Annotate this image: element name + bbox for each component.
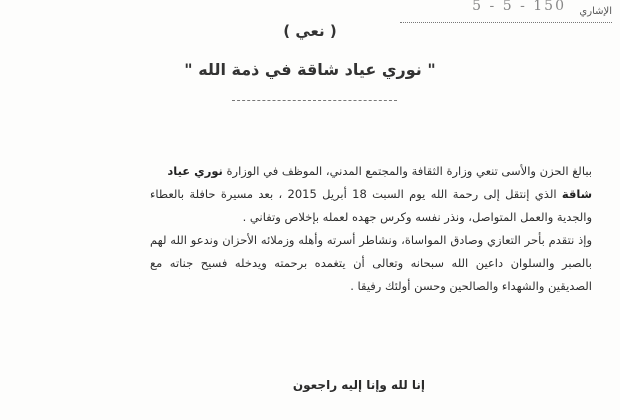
deceased-surname: شاقة [561, 187, 593, 201]
announcement-text-end: الذي إنتقل إلى رحمة الله يوم السبت 18 أبريل 2015 ، بعد مسيرة حافلة بالعطاء والجدية والعمل المتواصل، ونذر نفسه وكرس جهده لعمله بإخلاص وتفاني . [150, 187, 592, 224]
deceased-name: نوري عياد [167, 164, 223, 178]
reference-number-line [400, 0, 612, 23]
document-subtitle: " نوري عياد شاقة في ذمة الله " [184, 60, 436, 79]
obituary-body [150, 160, 592, 298]
paragraph-announcement [150, 160, 592, 229]
announcement-text-start: ببالغ الحزن والأسى تنعي وزارة الثقافة والمجتمع المدني، الموظف في الوزارة [222, 164, 592, 178]
title-divider [232, 100, 397, 101]
reference-number: 150 - 5 - 5 [472, 0, 566, 14]
reference-label: الإشاري [579, 6, 612, 17]
paragraph-condolences: وإذ نتقدم بأحر التعازي وصادق المواساة، ونشاطر أسرته وأهله وزملائه الأحزان وندعو الله لهم بالصبر والسلوان داعين الله سبحانه وتعالى أن يتغمده برحمته ويدخله فسيح جناته مع الصديقين والشهداء والصالحين وحسن أولئك رفيقا . [150, 233, 592, 293]
document-title: ( نعي ) [283, 22, 337, 40]
closing-phrase: إنا لله وإنا إليه راجعون [292, 378, 425, 392]
